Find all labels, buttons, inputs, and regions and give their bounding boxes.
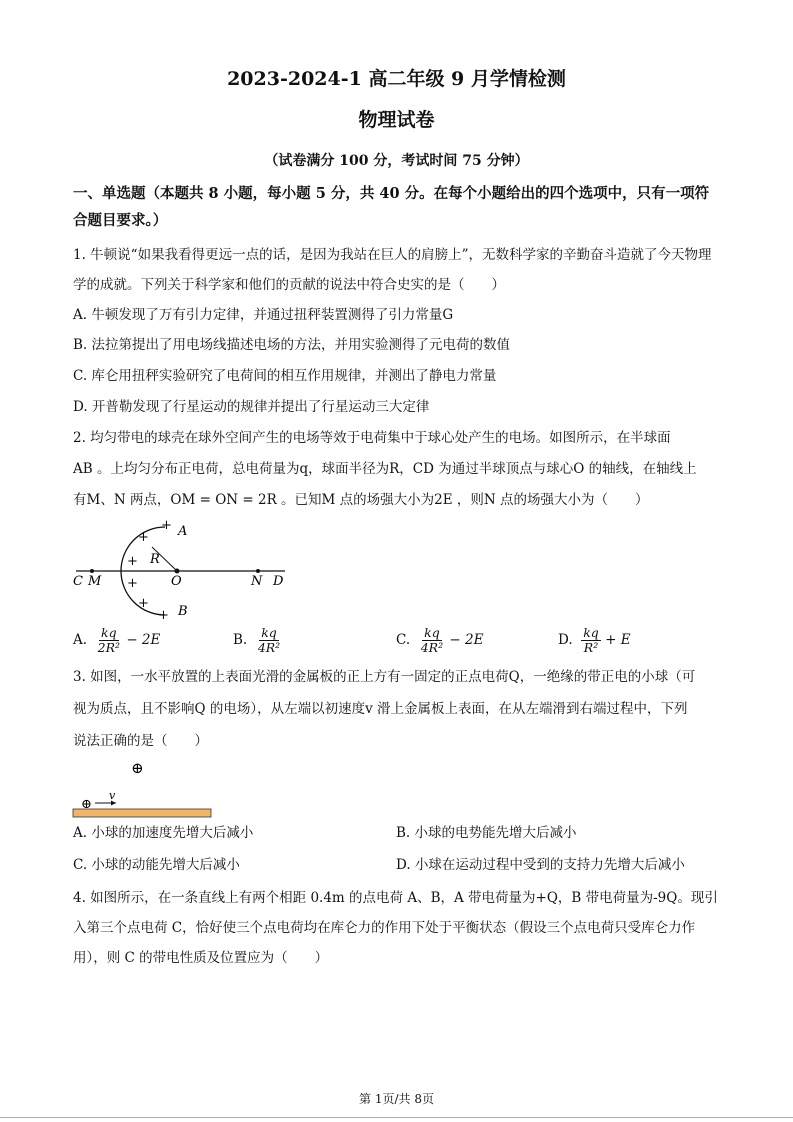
q1-option-b: B. 法拉第提出了用电场线描述电场的方法，并用实验测得了元电荷的数值 bbox=[73, 337, 511, 353]
plus-sign: + bbox=[138, 596, 149, 611]
q3-option-c: C. 小球的动能先增大后减小 bbox=[73, 857, 240, 873]
q1-option-a: A. 牛顿发现了万有引力定律，并通过扭秤装置测得了引力常量G bbox=[73, 307, 454, 323]
label-c: C bbox=[73, 574, 83, 589]
plus-sign: + bbox=[127, 554, 138, 569]
q3-option-d: D. 小球在运动过程中受到的支持力先增大后减小 bbox=[396, 857, 685, 873]
q2-line2: AB 。上均匀分布正电荷，总电荷量为q，球面半径为R，CD 为通过半球顶点与球心O 的轴线，在轴线上 bbox=[73, 461, 697, 477]
point-m bbox=[90, 569, 94, 573]
label-b: B bbox=[178, 604, 188, 619]
q2-option-a: A. $\frac{kq}{\text{2R²}}$ − 2E bbox=[73, 625, 161, 655]
exam-title: 2023-2024-1 高二年级 9 月学情检测 bbox=[227, 68, 566, 90]
label-a: A bbox=[178, 524, 188, 539]
q1-option-d: D. 开普勒发现了行星运动的规律并提出了行星运动三大定律 bbox=[73, 399, 430, 415]
q3-plate-figure bbox=[70, 755, 220, 825]
q2-line1: 2. 均匀带电的球壳在球外空间产生的电场等效于电荷集中于球心处产生的电场。如图所示，在半球面 bbox=[73, 430, 671, 446]
q3-option-a: A. 小球的加速度先增大后减小 bbox=[73, 825, 254, 841]
q1-option-c: C. 库仑用扭秤实验研究了电荷间的相互作用规律，并测出了静电力常量 bbox=[73, 368, 497, 384]
q3-line1: 3. 如图，一水平放置的上表面光滑的金属板的正上方有一固定的正点电荷Q，一绝缘的带正电的小球（可 bbox=[73, 669, 696, 685]
section-heading: 一、单选题（本题共 8 小题，每小题 5 分，共 40 分。在每个小题给出的四个选项中，只有一项符合题目要求。） bbox=[73, 185, 710, 229]
plus-sign: + bbox=[158, 608, 169, 620]
label-d: D bbox=[273, 574, 284, 589]
q2-line3: 有M、N 两点，OM = ON = 2R 。已知M 点的场强大小为2E ，则N 点的场强大小为（ ） bbox=[73, 492, 649, 508]
q3-line3: 说法正确的是（ ） bbox=[73, 733, 208, 749]
plus-sign: + bbox=[138, 530, 149, 545]
center-point bbox=[175, 569, 180, 574]
label-n: N bbox=[251, 574, 263, 589]
q3-option-b: B. 小球的电势能先增大后减小 bbox=[396, 825, 577, 841]
subject-title: 物理试卷 bbox=[358, 109, 435, 131]
point-n bbox=[256, 569, 260, 573]
plus-sign: + bbox=[161, 518, 172, 533]
q2-option-c: C. $\frac{kq}{\text{4R²}}$ − 2E bbox=[396, 625, 484, 655]
label-v: v bbox=[109, 789, 116, 802]
exam-note: （试卷满分 100 分，考试时间 75 分钟） bbox=[264, 153, 529, 169]
q2-option-d: D. $\frac{kq}{\text{R²}}$ + E bbox=[558, 625, 631, 655]
label-m: M bbox=[88, 574, 102, 589]
q2-option-b: B. $\frac{kq}{\text{4R²}}$ bbox=[233, 625, 281, 655]
q3-line2: 视为质点，且不影响Q 的电场），从左端以初速度v 滑上金属板上表面，在从左端滑到右端过程中，下列 bbox=[73, 701, 688, 717]
page-number: 第 1页/共 8页 bbox=[359, 1092, 434, 1106]
plus-sign: + bbox=[127, 576, 138, 591]
footer-divider bbox=[0, 1117, 793, 1118]
metal-plate bbox=[73, 809, 211, 817]
fixed-charge-q: ⊕ bbox=[131, 759, 144, 777]
q4-stem: 4. 如图所示，在一条直线上有两个相距 0.4m 的点电荷 A、B，A 带电荷量为+Q，B 带电荷量为-9Q。现引入第三个点电荷 C，恰好使三个点电荷均在库仑力的作用下处于平衡状态（假设三个点电荷只受库仑力作用），则 C 的带电性质及位置应为（ ） bbox=[73, 890, 718, 966]
label-o: O bbox=[171, 574, 182, 589]
q2-hemisphere-figure bbox=[70, 515, 295, 620]
charged-ball: ⊕ bbox=[81, 797, 92, 812]
label-r: R bbox=[150, 552, 160, 567]
q1-stem: 1. 牛顿说“如果我看得更远一点的话，是因为我站在巨人的肩膀上”，无数科学家的辛勤奋斗造就了今天物理学的成就。下列关于科学家和他们的贡献的说法中符合史实的是（ ） bbox=[73, 247, 712, 293]
